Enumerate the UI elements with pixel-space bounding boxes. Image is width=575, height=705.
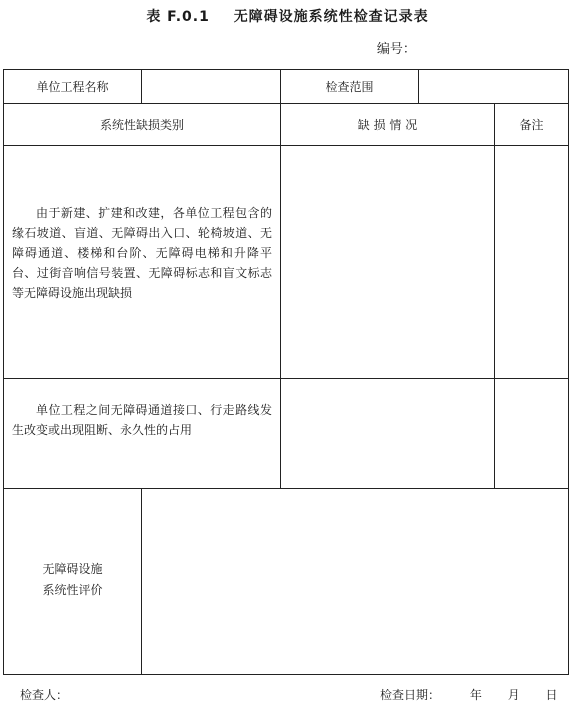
category-description: 由于新建、扩建和改建，各单位工程包含的缘石坡道、盲道、无障碍出入口、轮椅坡道、无障碍通道、楼梯和台阶、无障碍电梯和升降平台、过街音响信号装置、无障碍标志和盲文标志等无障碍设施出现缺损: [12, 206, 272, 300]
remarks-field[interactable]: [495, 146, 568, 378]
inspection-date: [380, 686, 558, 703]
unit-name-label: 单位工程名称: [36, 80, 109, 94]
evaluation-label: [4, 559, 141, 601]
inspector: [20, 686, 92, 703]
column-header-category: 系统性缺损类别: [99, 118, 184, 132]
date-month: 月: [507, 688, 520, 702]
date-label: 检查日期：: [380, 688, 441, 702]
evaluation-label-line: 无障碍设施: [42, 562, 103, 576]
scope-label: 检查范围: [325, 80, 374, 94]
table-title: 无障碍设施系统性检查记录表: [233, 9, 429, 25]
evaluation-label-line: 系统性评价: [42, 583, 103, 597]
serial-label: 编号：: [376, 42, 416, 57]
inspector-label: 检查人：: [20, 688, 69, 702]
condition-field[interactable]: [281, 379, 494, 488]
date-day: 日: [545, 688, 558, 702]
inspection-record-table: [3, 69, 569, 675]
column-header-condition: 缺 损 情 况: [357, 118, 418, 132]
category-description: 单位工程之间无障碍通道接口、行走路线发生改变或出现阻断、永久性的占用: [12, 403, 272, 437]
evaluation-field[interactable]: [142, 489, 568, 674]
unit-name-field[interactable]: [142, 70, 280, 103]
form-title: [0, 6, 575, 26]
serial-number: [377, 38, 460, 57]
scope-field[interactable]: [419, 70, 568, 103]
remarks-field[interactable]: [495, 379, 568, 488]
date-year: 年: [469, 688, 482, 702]
column-header-remarks: 备注: [519, 118, 544, 132]
condition-field[interactable]: [281, 146, 494, 378]
table-number: 表 F.0.1: [146, 9, 210, 25]
